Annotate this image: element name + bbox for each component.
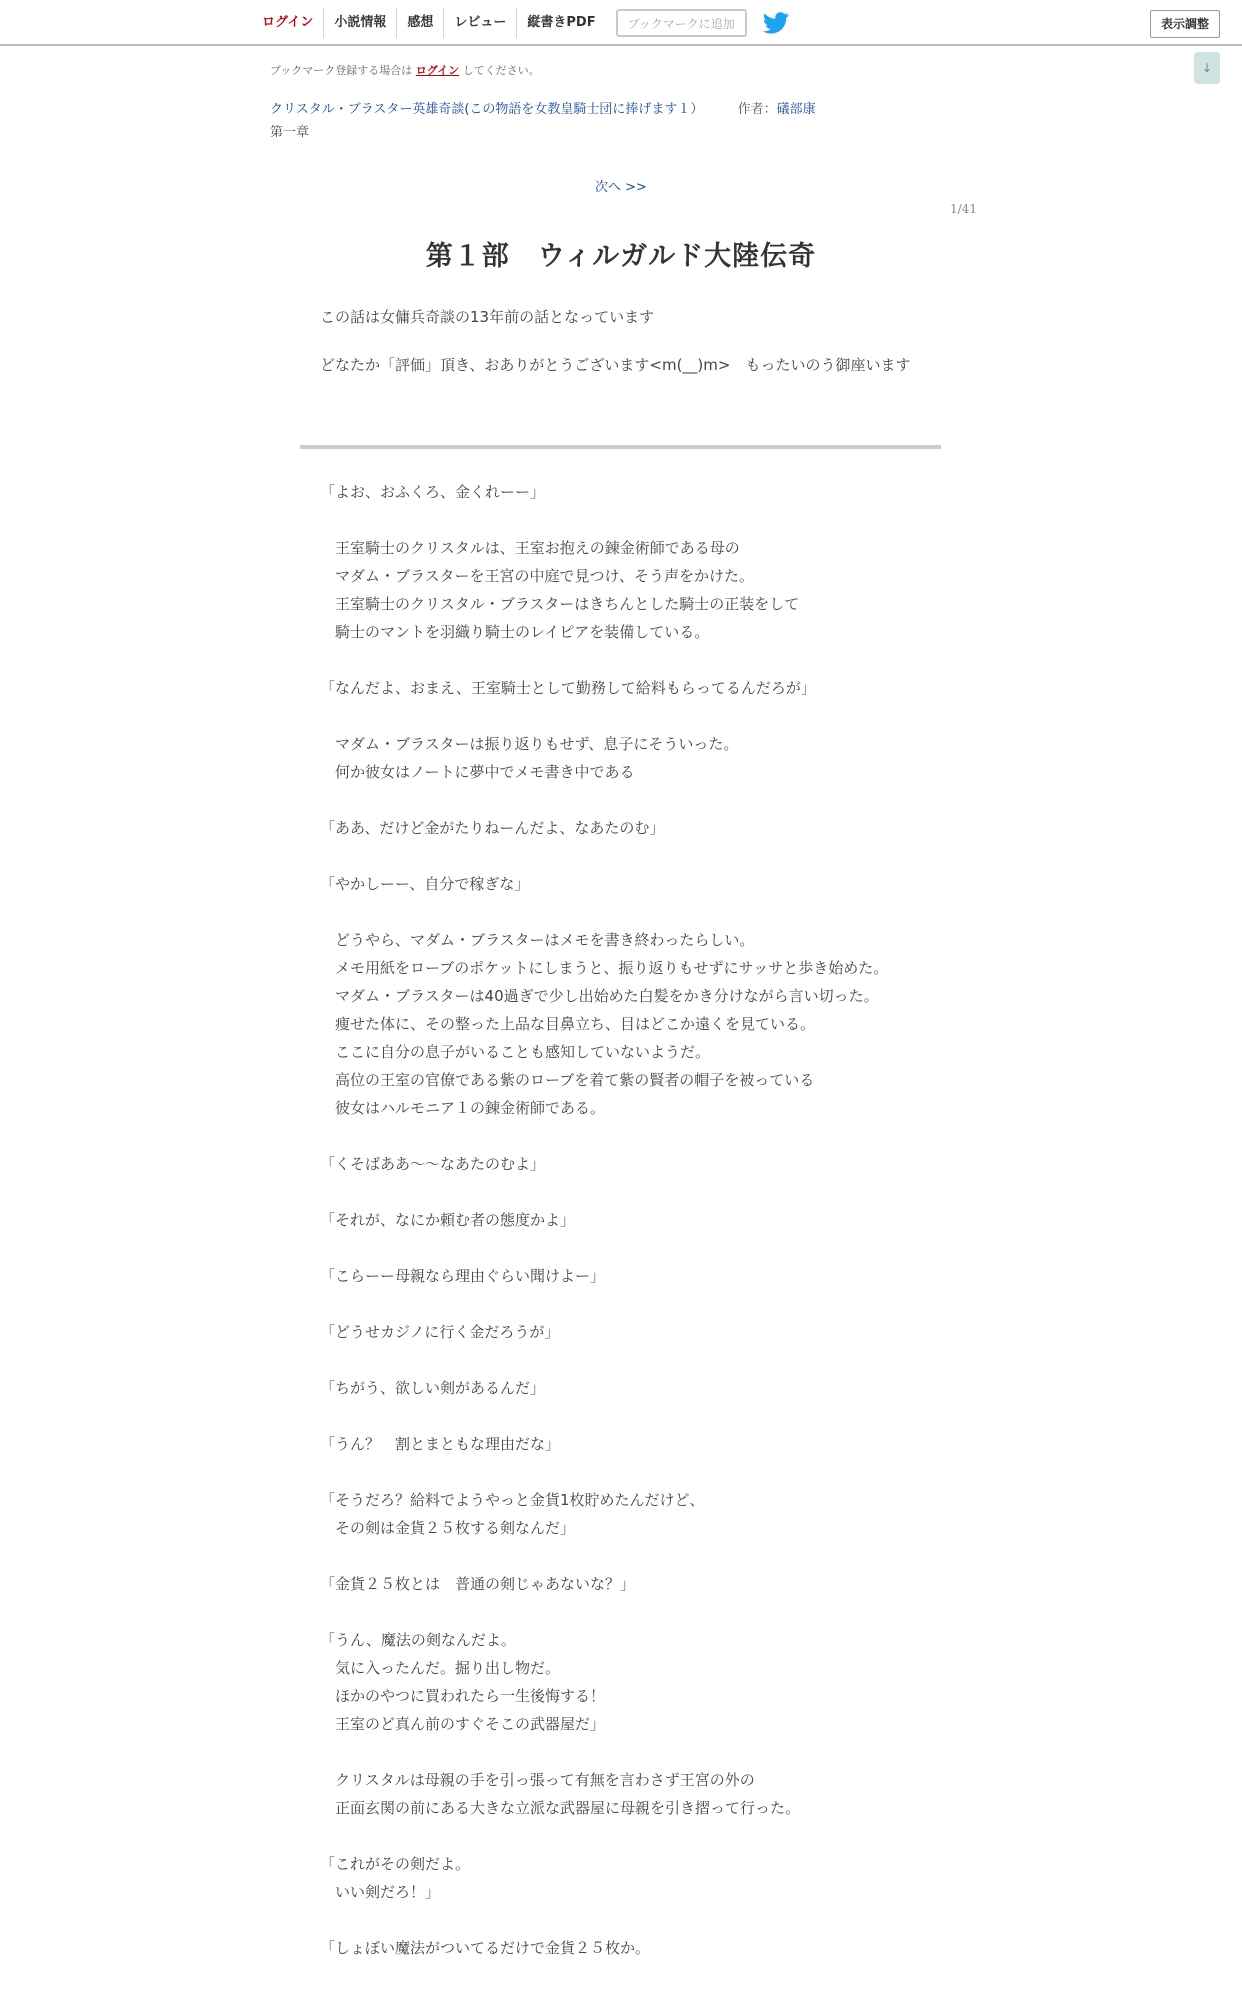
page-number: 1/41 bbox=[950, 202, 977, 216]
body-line: マダム・ブラスターは40過ぎで少し出始めた白髪をかき分けながら言い切った。 bbox=[320, 987, 879, 1005]
preface-line: この話は女傭兵奇談の13年前の話となっています bbox=[320, 308, 655, 326]
body-line: クリスタルは母親の手を引っ張って有無を言わさず王宮の外の bbox=[320, 1771, 755, 1789]
novel-title-link[interactable]: クリスタル・ブラスター英雄奇談(この物語を女教皇騎士団に捧げます１） bbox=[270, 102, 704, 117]
body-line: 何か彼女はノートに夢中でメモ書き中である bbox=[320, 763, 635, 781]
body-line: 「そうだろ？給料でようやっと金貨1枚貯めたんだけど、 bbox=[320, 1491, 705, 1509]
author-label: 作者： bbox=[737, 102, 777, 117]
body-blank-line bbox=[320, 646, 920, 674]
bookmark-login-note bbox=[270, 62, 540, 78]
body-blank-line bbox=[320, 1178, 920, 1206]
login-link[interactable]: ログイン bbox=[252, 8, 324, 38]
body-blank-line bbox=[320, 786, 920, 814]
body-blank-line bbox=[320, 702, 920, 730]
body-line: 「うん？ 割とまともな理由だな」 bbox=[320, 1435, 561, 1453]
episode-title: 第１部 ウィルガルド大陸伝奇 bbox=[425, 241, 817, 272]
next-page-link[interactable]: 次へ >> bbox=[595, 180, 647, 195]
body-blank-line bbox=[320, 1822, 920, 1850]
top-navigation-bar bbox=[0, 0, 1242, 46]
novel-info-link[interactable]: 小説情報 bbox=[324, 8, 397, 38]
chapter-title: 第一章 bbox=[270, 125, 310, 140]
body-line: いい剣だろ！」 bbox=[320, 1883, 441, 1901]
body-line: マダム・ブラスターは振り返りもせず、息子にそういった。 bbox=[320, 735, 739, 753]
body-blank-line bbox=[320, 1290, 920, 1318]
episode-preface bbox=[320, 303, 920, 399]
preface-line: どなたか「評価」頂き、おありがとうございます<m(__)m> もったいのう御座います bbox=[320, 356, 911, 374]
twitter-icon[interactable] bbox=[763, 12, 789, 34]
body-line: 「うん、魔法の剣なんだよ。 bbox=[320, 1631, 516, 1649]
body-line: 「ああ、だけど金がたりねーんだよ、なあたのむ」 bbox=[320, 819, 665, 837]
author-link[interactable]: 礒部康 bbox=[776, 102, 816, 117]
display-settings-button[interactable]: 表示調整 bbox=[1150, 10, 1220, 38]
body-line: 「金貨２５枚とは 普通の剣じゃあないな？」 bbox=[320, 1575, 636, 1593]
body-blank-line bbox=[320, 898, 920, 926]
body-line: 彼女はハルモニア１の錬金術師である。 bbox=[320, 1099, 606, 1117]
body-line: 「しょぼい魔法がついてるだけで金貨２５枚か。 bbox=[320, 1939, 651, 1957]
body-line: メモ用紙をローブのポケットにしまうと、振り返りもせずにサッサと歩き始めた。 bbox=[320, 959, 889, 977]
body-line: 王室のど真ん前のすぐそこの武器屋だ」 bbox=[320, 1715, 606, 1733]
body-blank-line bbox=[320, 1458, 920, 1486]
episode-body bbox=[320, 478, 920, 1962]
body-line: ここに自分の息子がいることも感知していないようだ。 bbox=[320, 1043, 711, 1061]
bookmark-note-login-link[interactable]: ログイン bbox=[415, 64, 460, 77]
body-line: 「どうせカジノに行く金だろうが」 bbox=[320, 1323, 560, 1341]
add-bookmark-button[interactable]: ブックマークに追加 bbox=[616, 9, 747, 37]
body-line: 痩せた体に、その整った上品な目鼻立ち、目はどこか遠くを見ている。 bbox=[320, 1015, 816, 1033]
body-blank-line bbox=[320, 506, 920, 534]
body-line: 王室騎士のクリスタル・ブラスターはきちんとした騎士の正装をして bbox=[320, 595, 800, 613]
body-blank-line bbox=[320, 1234, 920, 1262]
body-blank-line bbox=[320, 1542, 920, 1570]
vertical-pdf-link[interactable]: 縦書きPDF bbox=[527, 15, 596, 30]
scroll-down-button[interactable] bbox=[1194, 52, 1220, 84]
body-blank-line bbox=[320, 1346, 920, 1374]
body-line: 「それが、なにか頼む者の態度かよ」 bbox=[320, 1211, 576, 1229]
body-line: 「これがその剣だよ。 bbox=[320, 1855, 471, 1873]
body-line: 「やかしーー、自分で稼ぎな」 bbox=[320, 875, 530, 893]
body-line: どうやら、マダム・ブラスターはメモを書き終わったらしい。 bbox=[320, 931, 755, 949]
body-blank-line bbox=[320, 842, 920, 870]
body-line: 王室騎士のクリスタルは、王室お抱えの錬金術師である母の bbox=[320, 539, 740, 557]
body-line: ほかのやつに買われたら一生後悔する！ bbox=[320, 1687, 606, 1705]
bookmark-note-before: ブックマーク登録する場合は bbox=[270, 64, 413, 77]
body-blank-line bbox=[320, 1122, 920, 1150]
body-line: 気に入ったんだ。掘り出し物だ。 bbox=[320, 1659, 561, 1677]
body-line: その剣は金貨２５枚する剣なんだ」 bbox=[320, 1519, 576, 1537]
body-blank-line bbox=[320, 1738, 920, 1766]
body-line: 「くそばああ～～なあたのむよ」 bbox=[320, 1155, 546, 1173]
pager bbox=[0, 176, 1242, 195]
body-line: マダム・ブラスターを王宮の中庭で見つけ、そう声をかけた。 bbox=[320, 567, 754, 585]
impressions-link[interactable]: 感想 bbox=[397, 8, 444, 38]
body-line: 騎士のマントを羽織り騎士のレイピアを装備している。 bbox=[320, 623, 710, 641]
nav-menu bbox=[252, 0, 789, 46]
body-blank-line bbox=[320, 1598, 920, 1626]
body-line: 「なんだよ、おまえ、王室騎士として勤務して給料もらってるんだろが」 bbox=[320, 679, 816, 697]
novel-header bbox=[270, 98, 816, 117]
body-blank-line bbox=[320, 1906, 920, 1934]
body-blank-line bbox=[320, 1402, 920, 1430]
body-line: 正面玄関の前にある大きな立派な武器屋に母親を引き摺って行った。 bbox=[320, 1799, 801, 1817]
down-arrow-icon: ↓ bbox=[1201, 61, 1213, 75]
reviews-link[interactable]: レビュー bbox=[444, 8, 517, 38]
body-line: 「ちがう、欲しい剣があるんだ」 bbox=[320, 1379, 546, 1397]
preface-divider bbox=[300, 445, 941, 449]
body-line: 「こらーー母親なら理由ぐらい聞けよー」 bbox=[320, 1267, 606, 1285]
bookmark-note-after: してください。 bbox=[462, 64, 540, 77]
body-line: 「よお、おふくろ、金くれーー」 bbox=[320, 483, 546, 501]
body-line: 高位の王室の官僚である紫のローブを着て紫の賢者の帽子を被っている bbox=[320, 1071, 815, 1089]
